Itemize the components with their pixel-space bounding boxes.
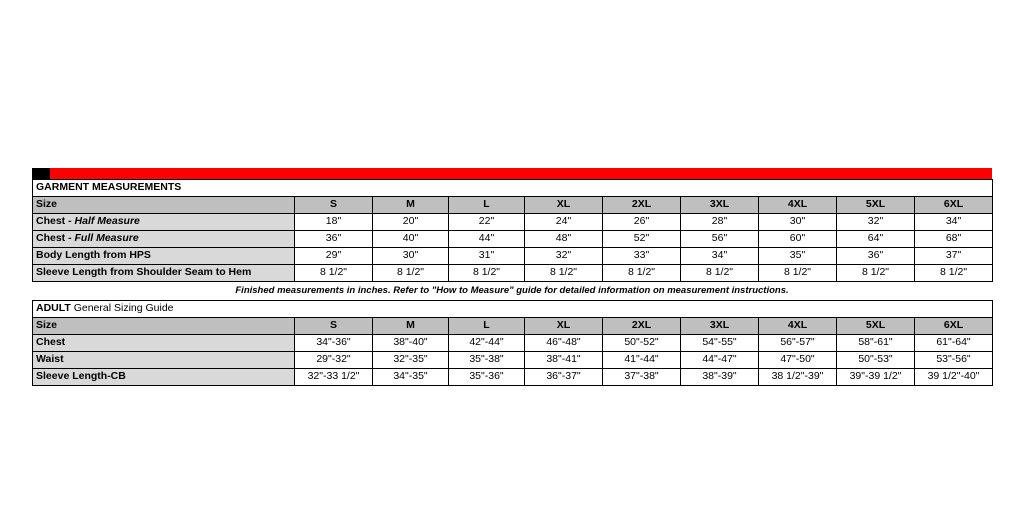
garment-row-3-val-8: 8 1/2"	[915, 265, 993, 282]
adult-header-row	[33, 318, 993, 335]
table-row	[33, 231, 993, 248]
garment-row-3-label-main: Sleeve Length from Shoulder Seam to Hem	[36, 266, 252, 279]
adult-size-6xl: 6XL	[915, 318, 993, 335]
adult-row-1-val-7: 50"-53"	[837, 352, 915, 369]
garment-size-6xl: 6XL	[915, 197, 993, 214]
adult-sizing-guide-table	[32, 300, 993, 386]
garment-row-2-val-8: 37"	[915, 248, 993, 265]
garment-row-0-val-0: 18"	[295, 214, 373, 231]
adult-row-0-val-8: 61"-64"	[915, 335, 993, 352]
band-red-segment	[50, 168, 992, 179]
adult-row-2-val-0: 32"-33 1/2"	[295, 369, 373, 386]
adult-size-xl: XL	[525, 318, 603, 335]
garment-row-1-val-0: 36"	[295, 231, 373, 248]
garment-row-0-val-2: 22"	[449, 214, 525, 231]
garment-size-5xl: 5XL	[837, 197, 915, 214]
adult-row-1-val-5: 44"-47"	[681, 352, 759, 369]
garment-size-3xl: 3XL	[681, 197, 759, 214]
garment-row-2-val-2: 31"	[449, 248, 525, 265]
adult-row-1-val-4: 41"-44"	[603, 352, 681, 369]
garment-row-0-label-italic: Half Measure	[74, 215, 140, 228]
garment-row-0-val-1: 20"	[373, 214, 449, 231]
adult-size-l: L	[449, 318, 525, 335]
garment-row-0-val-4: 26"	[603, 214, 681, 231]
garment-row-1-val-2: 44"	[449, 231, 525, 248]
adult-size-5xl: 5XL	[837, 318, 915, 335]
garment-title: GARMENT MEASUREMENTS	[33, 180, 993, 197]
adult-row-2-val-2: 35"-36"	[449, 369, 525, 386]
garment-row-3-val-3: 8 1/2"	[525, 265, 603, 282]
garment-row-3-val-1: 8 1/2"	[373, 265, 449, 282]
garment-row-1-val-7: 64"	[837, 231, 915, 248]
table-row	[33, 335, 993, 352]
garment-row-0-val-3: 24"	[525, 214, 603, 231]
garment-row-1-val-1: 40"	[373, 231, 449, 248]
adult-row-0-val-6: 56"-57"	[759, 335, 837, 352]
garment-row-1-val-6: 60"	[759, 231, 837, 248]
adult-row-2-val-7: 39"-39 1/2"	[837, 369, 915, 386]
garment-row-1-val-8: 68"	[915, 231, 993, 248]
adult-row-1-val-1: 32"-35"	[373, 352, 449, 369]
garment-row-0-val-6: 30"	[759, 214, 837, 231]
adult-title	[33, 301, 993, 318]
adult-size-3xl: 3XL	[681, 318, 759, 335]
garment-row-1-label-italic: Full Measure	[74, 232, 139, 245]
adult-row-2-val-5: 38"-39"	[681, 369, 759, 386]
garment-row-1-val-3: 48"	[525, 231, 603, 248]
adult-row-0-val-7: 58"-61"	[837, 335, 915, 352]
garment-row-3-val-5: 8 1/2"	[681, 265, 759, 282]
adult-title-bold: ADULT	[36, 302, 71, 315]
adult-row-0-val-4: 50"-52"	[603, 335, 681, 352]
garment-row-1-val-4: 52"	[603, 231, 681, 248]
garment-row-0-val-8: 34"	[915, 214, 993, 231]
adult-row-0-val-2: 42"-44"	[449, 335, 525, 352]
garment-size-m: M	[373, 197, 449, 214]
adult-row-2-val-4: 37"-38"	[603, 369, 681, 386]
adult-row-1-val-3: 38"-41"	[525, 352, 603, 369]
garment-row-2-label	[33, 248, 295, 265]
adult-size-2xl: 2XL	[603, 318, 681, 335]
garment-row-2-label-main: Body Length from HPS	[36, 249, 151, 262]
adult-size-header-label: Size	[33, 318, 295, 335]
garment-row-1-val-5: 56"	[681, 231, 759, 248]
garment-row-2-val-3: 32"	[525, 248, 603, 265]
adult-row-0-val-5: 54"-55"	[681, 335, 759, 352]
table-row	[33, 248, 993, 265]
adult-size-4xl: 4XL	[759, 318, 837, 335]
garment-row-0-label	[33, 214, 295, 231]
adult-row-2-val-1: 34"-35"	[373, 369, 449, 386]
garment-measurements-table	[32, 179, 993, 282]
table-row	[33, 265, 993, 282]
garment-row-0-val-5: 28"	[681, 214, 759, 231]
garment-row-3-val-7: 8 1/2"	[837, 265, 915, 282]
size-chart-sheet	[32, 168, 992, 386]
garment-header-row	[33, 197, 993, 214]
garment-size-header-label: Size	[33, 197, 295, 214]
garment-row-2-val-5: 34"	[681, 248, 759, 265]
adult-title-row	[33, 301, 993, 318]
adult-row-0-val-0: 34"-36"	[295, 335, 373, 352]
band-black-segment	[32, 168, 50, 179]
adult-row-2-val-3: 36"-37"	[525, 369, 603, 386]
adult-row-1-val-0: 29"-32"	[295, 352, 373, 369]
top-color-band	[32, 168, 992, 179]
garment-row-0-val-7: 32"	[837, 214, 915, 231]
garment-row-1-label-main: Chest -	[36, 232, 75, 245]
adult-row-1-label: Waist	[33, 352, 295, 369]
garment-row-2-val-0: 29"	[295, 248, 373, 265]
garment-size-s: S	[295, 197, 373, 214]
table-row	[33, 369, 993, 386]
adult-size-m: M	[373, 318, 449, 335]
garment-row-3-label	[33, 265, 295, 282]
garment-size-2xl: 2XL	[603, 197, 681, 214]
garment-row-3-val-6: 8 1/2"	[759, 265, 837, 282]
adult-row-0-val-3: 46"-48"	[525, 335, 603, 352]
garment-title-row	[33, 180, 993, 197]
adult-row-0-label: Chest	[33, 335, 295, 352]
garment-row-3-val-2: 8 1/2"	[449, 265, 525, 282]
adult-row-1-val-6: 47"-50"	[759, 352, 837, 369]
adult-row-1-val-2: 35"-38"	[449, 352, 525, 369]
garment-row-2-val-4: 33"	[603, 248, 681, 265]
adult-size-s: S	[295, 318, 373, 335]
garment-row-1-label	[33, 231, 295, 248]
garment-row-2-val-1: 30"	[373, 248, 449, 265]
table-row	[33, 352, 993, 369]
garment-size-4xl: 4XL	[759, 197, 837, 214]
adult-row-0-val-1: 38"-40"	[373, 335, 449, 352]
garment-size-l: L	[449, 197, 525, 214]
table-row	[33, 214, 993, 231]
garment-row-2-val-6: 35"	[759, 248, 837, 265]
measurement-note: Finished measurements in inches. Refer to "How to Measure" guide for detailed information on measurement instructions.	[235, 285, 789, 296]
adult-row-2-val-6: 38 1/2"-39"	[759, 369, 837, 386]
garment-size-xl: XL	[525, 197, 603, 214]
adult-title-rest: General Sizing Guide	[70, 302, 174, 315]
garment-row-3-val-4: 8 1/2"	[603, 265, 681, 282]
adult-row-2-val-8: 39 1/2"-40"	[915, 369, 993, 386]
adult-row-1-val-8: 53"-56"	[915, 352, 993, 369]
adult-row-2-label: Sleeve Length-CB	[33, 369, 295, 386]
garment-row-3-val-0: 8 1/2"	[295, 265, 373, 282]
garment-row-0-label-main: Chest -	[36, 215, 75, 228]
garment-row-2-val-7: 36"	[837, 248, 915, 265]
